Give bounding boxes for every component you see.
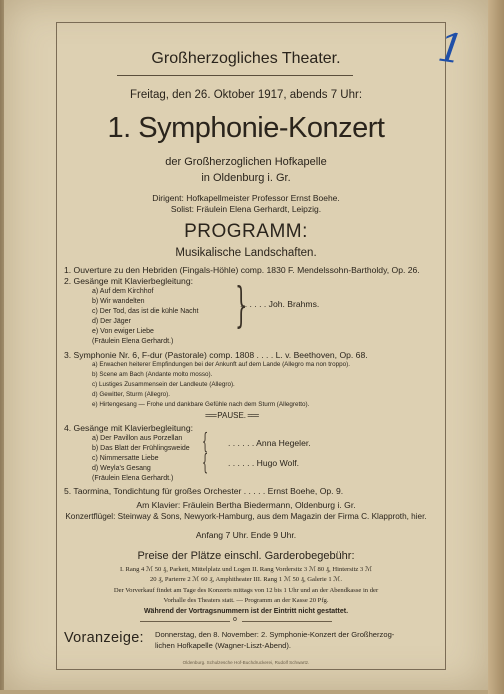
composer-2: . . . . . . Joh. Brahms. xyxy=(240,299,320,309)
soloist-line: Solist: Fräulein Elena Gerhardt, Leipzig. xyxy=(170,204,322,214)
composer-4-hegeler: . . . . . . Anna Hegeler. xyxy=(228,438,311,448)
prices-line-1: I. Rang 4 ℳ 50 ₰, Parkett, Mittelplatz und Logen II. Rang Vordersitz 3 ℳ 80 ₰, Hintersitz 3 ℳ xyxy=(119,566,373,573)
song-2d: d) Der Jäger xyxy=(92,318,131,325)
song-2e: e) Von ewiger Liebe xyxy=(92,328,154,335)
orchestra-line-2: in Oldenburg i. Gr. xyxy=(201,172,291,184)
theater-name: Großherzogliches Theater. xyxy=(151,50,341,67)
announcement-line-1: Donnerstag, den 8. November: 2. Symphonie-Konzert der Großherzog- xyxy=(155,630,395,639)
piano-line: Am Klavier: Fräulein Bertha Biedermann, Oldenburg i. Gr. xyxy=(136,500,356,510)
handwritten-number: 1 xyxy=(434,24,467,74)
announcement-line-2: lichen Hofkapelle (Wagner-Liszt-Abend). xyxy=(155,641,292,650)
programm-heading: PROGRAMM: xyxy=(184,221,308,242)
prices-heading: Preise der Plätze einschl. Garderobegebühr: xyxy=(137,550,355,562)
programm-subheading: Musikalische Landschaften. xyxy=(175,247,317,259)
song-4d: d) Weyla's Gesang xyxy=(92,465,151,472)
performer-4: (Fräulein Elena Gerhardt.) xyxy=(92,475,174,482)
movement-3d: d) Gewitter, Sturm (Allegro). xyxy=(92,391,171,398)
no-entry-notice: Während der Vortragsnummern ist der Eintritt nicht gestattet. xyxy=(143,608,349,615)
song-2c: c) Der Tod, das ist die kühle Nacht xyxy=(92,308,199,315)
movement-3b: b) Scene am Bach (Andante molto mosso). xyxy=(92,371,213,378)
program-item-4-title: 4. Gesänge mit Klavierbegleitung: xyxy=(64,423,193,433)
composer-4-wolf: . . . . . . Hugo Wolf. xyxy=(228,458,300,468)
presale-line-1: Der Vorverkauf findet am Tage des Konzerts mittags von 12 bis 1 Uhr und an der Abendkasse in der xyxy=(113,587,379,594)
performer-2: (Fräulein Elena Gerhardt.) xyxy=(92,338,174,345)
song-4c: c) Nimmersatte Liebe xyxy=(92,455,159,462)
song-2b: b) Wir wandelten xyxy=(92,298,145,305)
movement-3a: a) Erwachen heiterer Empfindungen bei der Ankunft auf dem Lande (Allegro ma non troppo). xyxy=(92,361,350,368)
pause-label: PAUSE. xyxy=(217,411,246,420)
movement-3e: e) Hirtengesang — Frohe und dankbare Gefühle nach dem Sturm (Allegretto). xyxy=(92,401,310,408)
divider-right xyxy=(242,621,332,622)
program-item-1: 1. Ouverture zu den Hebriden (Fingals-Höhle) comp. 1830 F. Mendelssohn-Bartholdy, Op. 26. xyxy=(64,265,420,275)
presale-line-2: Vorhalle des Theaters statt. — Programm an der Kasse 20 Pfg. xyxy=(163,597,329,604)
brace-4-top: { xyxy=(201,430,209,455)
date-line: Freitag, den 26. Oktober 1917, abends 7 Uhr: xyxy=(129,89,363,101)
times-line: Anfang 7 Uhr. Ende 9 Uhr. xyxy=(195,530,297,540)
song-4a: a) Der Pavillon aus Porzellan xyxy=(92,435,183,442)
pause-dash-right: === xyxy=(246,411,259,420)
song-2a: a) Auf dem Kirchhof xyxy=(92,288,154,295)
program-item-2-title: 2. Gesänge mit Klavierbegleitung: xyxy=(64,276,193,286)
brace-4-bottom: { xyxy=(201,451,209,476)
pause-line xyxy=(205,411,258,420)
prices-line-2: 20 ₰, Parterre 2 ℳ 60 ₰, Amphitheater III. Rang 1 ℳ 50 ₰, Galerie 1 ℳ. xyxy=(150,576,342,583)
program-item-5: 5. Taormina, Tondichtung für großes Orchester . . . . . Ernst Boehe, Op. 9. xyxy=(64,486,344,496)
title-underline xyxy=(117,75,353,76)
program-item-3-title: 3. Symphonie Nr. 6, F-dur (Pastorale) comp. 1808 . . . . L. v. Beethoven, Op. 68. xyxy=(64,350,368,360)
divider-left xyxy=(140,621,230,622)
divider-ornament: o xyxy=(233,616,237,623)
announcement-label: Voranzeige: xyxy=(64,630,144,646)
printer-imprint: Oldenburg. Schulzesche Hof-Buchdruckerei, Rudolf Schwartz. xyxy=(182,660,310,665)
brace-2: } xyxy=(235,277,248,333)
director-line: Dirigent: Hofkapellmeister Professor Ernst Boehe. xyxy=(152,193,340,203)
concert-title: 1. Symphonie-Konzert xyxy=(107,112,385,144)
orchestra-line-1: der Großherzoglichen Hofkapelle xyxy=(165,156,327,168)
fluegel-line: Konzertflügel: Steinway & Sons, Newyork-Hamburg, aus dem Magazin der Firma C. Klapproth, hier. xyxy=(65,512,427,521)
pause-dash-left: === xyxy=(205,411,218,420)
movement-3c: c) Lustiges Zusammensein der Landleute (Allegro). xyxy=(92,381,235,388)
song-4b: b) Das Blatt der Frühlingsweide xyxy=(92,445,190,452)
page-edge xyxy=(488,0,504,694)
